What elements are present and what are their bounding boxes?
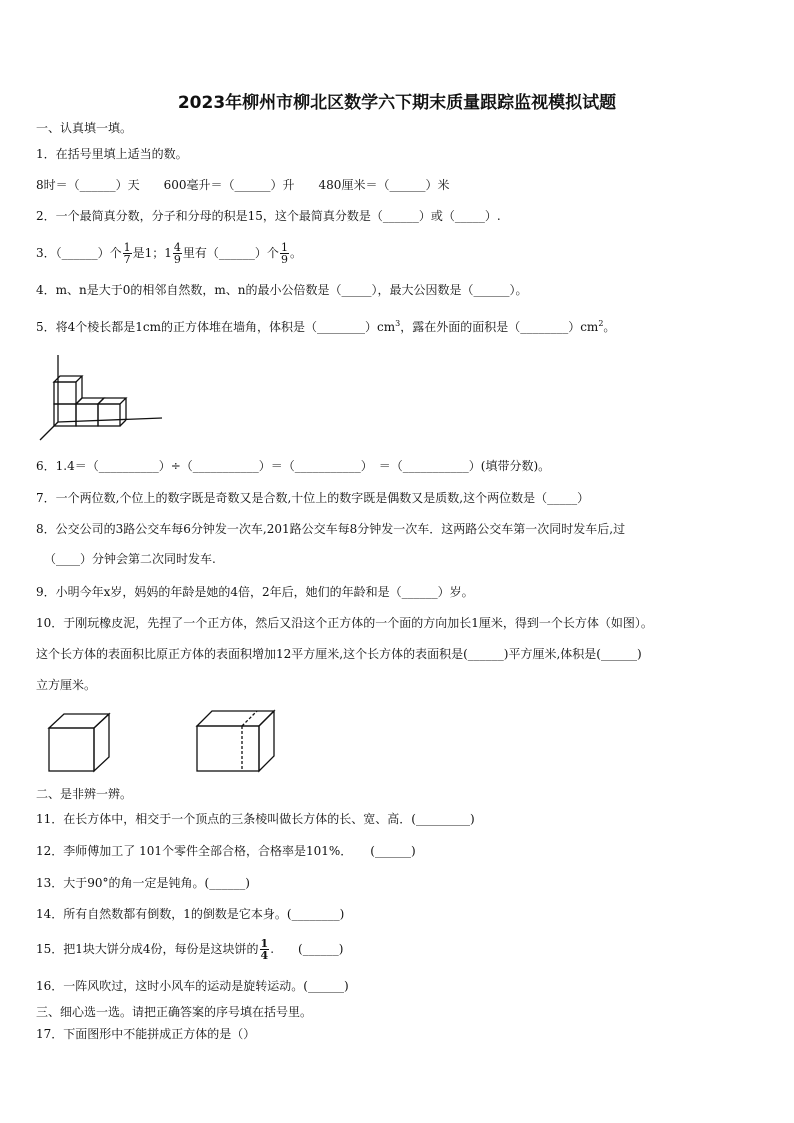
section-3-heading: 三、细心选一选。请把正确答案的序号填在括号里。	[36, 1005, 313, 1019]
question-11: 11．在长方体中，相交于一个顶点的三条棱叫做长方体的长、宽、高．(_________)	[36, 812, 475, 826]
question-16: 16．一阵风吹过，这时小风车的运动是旋转运动。(______)	[36, 979, 349, 993]
question-8-line-1: 8．公交公司的3路公交车每6分钟发一次车,201路公交车每8分钟发一次车．这两路公交车第一次同时发车后,过	[36, 522, 626, 536]
question-9: 9．小明今年x岁，妈妈的年龄是她的4倍，2年后，她们的年龄和是（______）岁。	[36, 585, 474, 599]
question-12: 12．李师傅加工了 101个零件全部合格，合格率是101%． (______)	[36, 844, 416, 858]
question-4: 4．m、n是大于0的相邻自然数，m、n的最小公倍数是（_____），最大公因数是（______）。	[36, 283, 528, 297]
cube-figure	[46, 712, 112, 774]
question-10-line-2: 这个长方体的表面积比原正方体的表面积增加12平方厘米,这个长方体的表面积是(______)平方厘米,体积是(______)	[36, 647, 642, 661]
question-15: 15．把1块大饼分成4份，每份是这块饼的 $\frac{1}{4}$ . (______)	[36, 937, 344, 962]
question-6: 6．1.4＝（__________）÷（___________）＝（___________） ＝（___________）(填带分数)。	[36, 459, 551, 473]
question-1: 1．在括号里填上适当的数。	[36, 147, 188, 161]
question-5: 5．将4个棱长都是1cm的正方体堆在墙角，体积是$(\_\_\_\_\_\_\_\_)cm^3$，露在外面的面积是$(\_\_\_\_\_\_\_\_)cm^2$。	[36, 319, 616, 334]
section-2-heading: 二、是非辨一辨。	[36, 787, 133, 801]
question-10-line-3: 立方厘米。	[36, 678, 97, 692]
question-1-blanks: 8时＝（______）天 600毫升＝（______）升 480厘米＝（______）米	[36, 178, 450, 192]
cuboid-figure	[194, 706, 278, 774]
section-1-heading: 一、认真填一填。	[36, 121, 133, 135]
question-8-line-2: （____）分钟会第二次同时发车.	[44, 552, 216, 566]
question-2: 2．一个最简真分数，分子和分母的积是15，这个最简真分数是（______）或（_____）.	[36, 209, 501, 223]
question-13: 13．大于90°的角一定是钝角。(______)	[36, 876, 250, 890]
corner-cubes-figure	[36, 350, 166, 445]
question-17: 17．下面图形中不能拼成正方体的是（）	[36, 1027, 256, 1041]
question-7: 7．一个两位数,个位上的数字既是奇数又是合数,十位上的数字既是偶数又是质数,这个两位数是（_____）	[36, 491, 590, 505]
question-3: 3．（______）个 $\frac{1}{7}$ 是1；1 $\frac{4}{9}$ 里有（______）个 $\frac{1}{9}$ 。	[36, 241, 302, 266]
question-14: 14．所有自然数都有倒数，1的倒数是它本身。(________)	[36, 907, 345, 921]
page-title: 2023年柳州市柳北区数学六下期末质量跟踪监视模拟试题	[177, 93, 617, 113]
question-10-line-1: 10．于刚玩橡皮泥，先捏了一个正方体，然后又沿这个正方体的一个面的方向加长1厘米，得到一个长方体（如图）。	[36, 616, 653, 630]
